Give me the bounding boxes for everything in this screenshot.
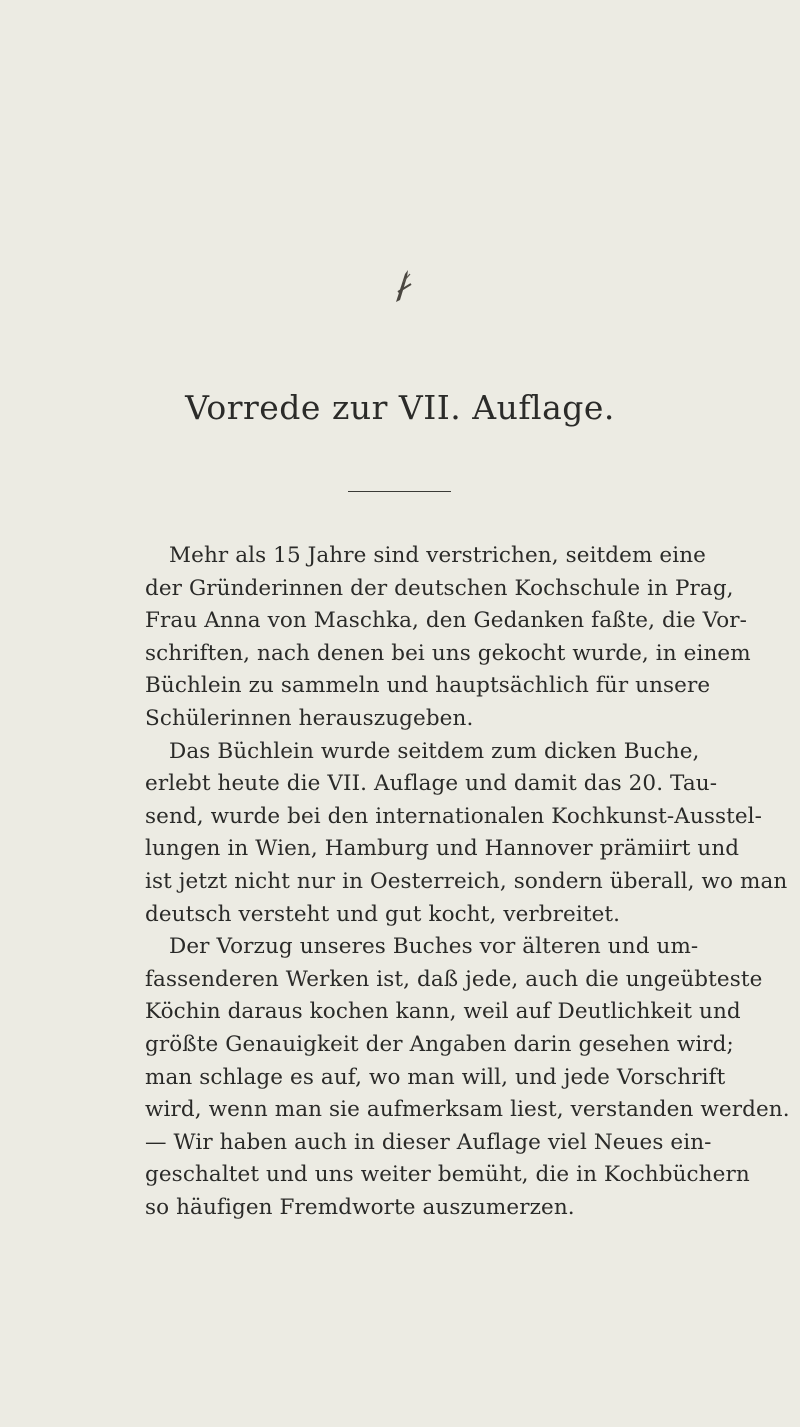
text-line: Das Büchlein wurde seitdem zum dicken Buche, (169, 738, 700, 764)
text-line: fassenderen Werken ist, daß jede, auch die ungeübteste (145, 966, 763, 992)
title-divider (348, 491, 451, 492)
text-line: man schlage es auf, wo man will, und jede Vorschrift (145, 1064, 726, 1090)
page-title: Vorrede zur VII. Auflage. (185, 388, 615, 427)
paragraph (145, 540, 751, 736)
text-line: Der Vorzug unseres Buches vor älteren und um- (169, 934, 699, 960)
text-line: lungen in Wien, Hamburg und Hannover prämiirt und (145, 836, 740, 862)
text-line: wird, wenn man sie aufmerksam liest, verstanden werden. (145, 1097, 790, 1123)
text-line: geschaltet und uns weiter bemüht, die in Kochbüchern (145, 1162, 750, 1188)
text-line: send, wurde bei den internationalen Kochkunst-Ausstel- (145, 803, 763, 829)
text-line: erlebt heute die VII. Auflage und damit das 20. Tau- (145, 771, 718, 797)
text-line: ist jetzt nicht nur in Oesterreich, sondern überall, wo man (145, 868, 788, 894)
text-line: Köchin daraus kochen kann, weil auf Deutlichkeit und (145, 999, 741, 1025)
text-line: — Wir haben auch in dieser Auflage viel Neues ein- (145, 1129, 712, 1155)
text-line: deutsch versteht und gut kocht, verbreitet. (145, 901, 621, 927)
paragraph (145, 736, 788, 932)
text-line: Mehr als 15 Jahre sind verstrichen, seitdem eine (169, 543, 706, 568)
text-line: größte Genauigkeit der Angaben darin gesehen wird; (145, 1031, 734, 1057)
body-text (145, 540, 790, 1224)
text-line: Schülerinnen herauszugeben. (145, 705, 474, 731)
text-line: Frau Anna von Maschka, den Gedanken faßte, die Vor- (145, 608, 748, 634)
text-line: Büchlein zu sammeln und hauptsächlich für unsere (145, 673, 711, 699)
paragraph (145, 931, 790, 1224)
text-line: der Gründerinnen der deutschen Kochschule in Prag, (145, 575, 734, 601)
text-line: schriften, nach denen bei uns gekocht wurde, in einem (145, 640, 751, 666)
text-line: so häufigen Fremdworte auszumerzen. (145, 1194, 575, 1220)
pencil-mark-icon (392, 268, 414, 304)
